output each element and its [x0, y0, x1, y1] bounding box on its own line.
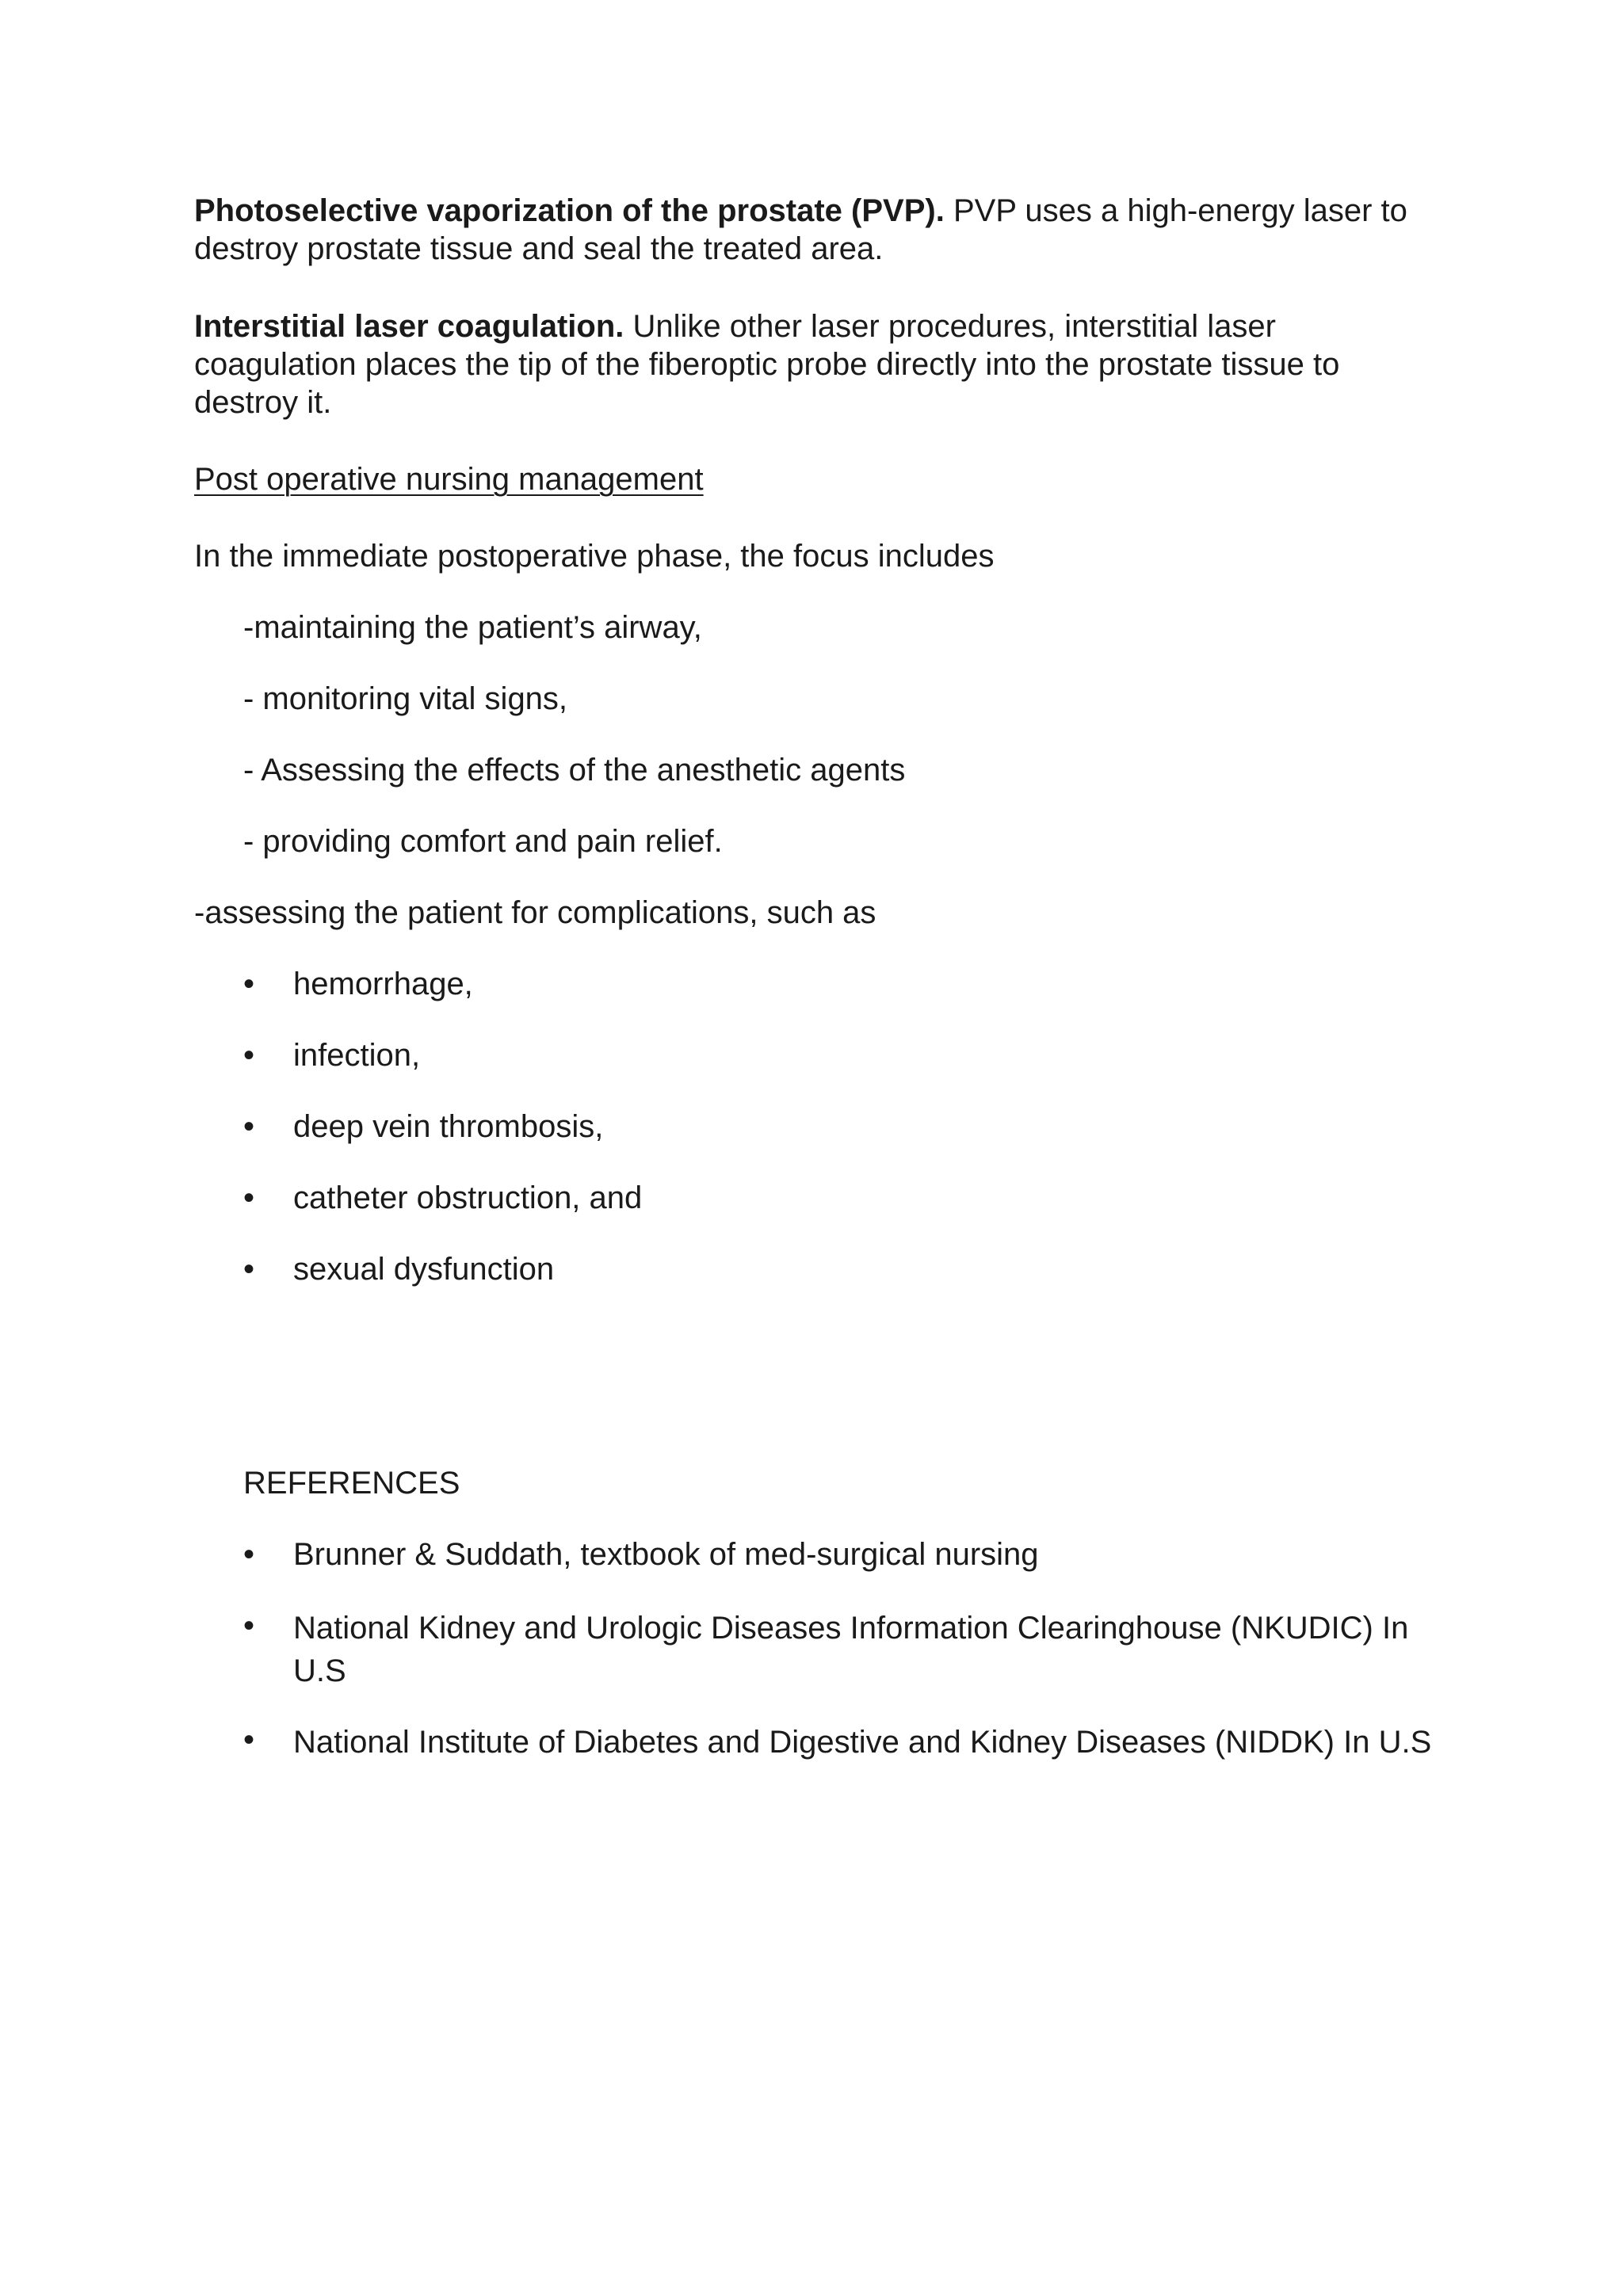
list-item-text: sexual dysfunction — [293, 1252, 555, 1287]
focus-item: - Assessing the effects of the anesthetic agents — [243, 753, 906, 788]
list-item-text: hemorrhage, — [293, 967, 473, 1001]
focus-item: - providing comfort and pain relief. — [243, 824, 723, 859]
reference-text: Brunner & Suddath, textbook of med-surgical nursing — [293, 1537, 1039, 1572]
paragraph-pvp-heading: Photoselective vaporization of the prostate (PVP). — [194, 193, 945, 228]
bullet-icon: • — [243, 1537, 255, 1572]
focus-item: -maintaining the patient’s airway, — [243, 610, 702, 645]
list-item-text: catheter obstruction, and — [293, 1180, 643, 1215]
bullet-icon: • — [243, 1722, 255, 1757]
paragraph-pvp — [194, 192, 1438, 268]
intro-text: In the immediate postoperative phase, the focus includes — [194, 539, 995, 574]
references-heading: REFERENCES — [243, 1466, 460, 1501]
reference-text: National Kidney and Urologic Diseases Information Clearinghouse (NKUDIC) In U.S — [293, 1611, 1409, 1688]
bullet-icon: • — [243, 1180, 255, 1215]
paragraph-ilc — [194, 307, 1438, 421]
bullet-icon: • — [243, 1038, 255, 1073]
bullet-icon: • — [243, 1252, 255, 1287]
reference-text: National Institute of Diabetes and Digestive and Kidney Diseases (NIDDK) In U.S — [293, 1725, 1432, 1760]
list-item-text: infection, — [293, 1038, 421, 1073]
list-item-text: deep vein thrombosis, — [293, 1109, 604, 1144]
bullet-icon: • — [243, 1109, 255, 1144]
paragraph-ilc-body: Unlike other laser procedures, interstitial laser coagulation places the tip of the fiberoptic probe directly into the prostate tissue to destroy it. — [194, 309, 1340, 420]
paragraph-ilc-heading: Interstitial laser coagulation. — [194, 309, 624, 344]
bullet-icon: • — [243, 1608, 255, 1643]
section-heading: Post operative nursing management — [194, 462, 704, 497]
complications-intro: -assessing the patient for complications, such as — [194, 895, 876, 930]
bullet-icon: • — [243, 967, 255, 1001]
paragraph-pvp-body: PVP uses a high-energy laser to destroy prostate tissue and seal the treated area. — [194, 193, 1407, 266]
focus-item: - monitoring vital signs, — [243, 681, 568, 716]
